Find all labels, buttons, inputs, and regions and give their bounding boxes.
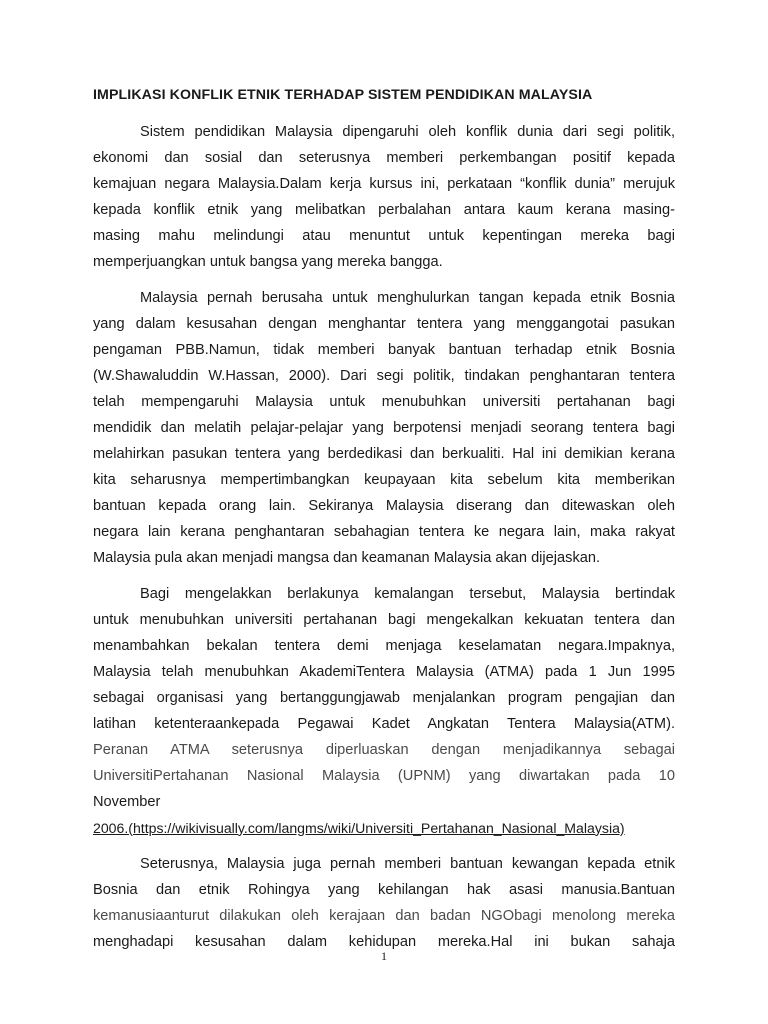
paragraph-spacer xyxy=(93,275,675,286)
paragraph-line: November xyxy=(93,793,161,810)
paragraph-3 xyxy=(93,582,675,841)
paragraph-line: yang dalam kesusahan dengan menghantar tentera yang menggangotai pasukan xyxy=(93,316,675,333)
paragraph-line: Peranan ATMA seterusnya diperluaskan dengan menjadikannya sebagai xyxy=(93,741,675,758)
paragraph-line: masing mahu melindungi atau menuntut untuk kepentingan mereka bagi xyxy=(93,227,675,244)
paragraph-line: kemajuan negara Malaysia.Dalam kerja kursus ini, perkataan “konflik dunia” merujuk xyxy=(93,175,675,192)
paragraph-line: ekonomi dan sosial dan seterusnya memberi perkembangan positif kepada xyxy=(93,149,675,166)
paragraph-line: sebagai organisasi yang bertanggungjawab menjalankan program pengajian dan xyxy=(93,690,675,707)
paragraph-line: melahirkan pasukan tentera yang berdedikasi dan berkualiti. Hal ini demikian kerana xyxy=(93,445,675,462)
paragraph-line: menambahkan bekalan tentera demi menjaga keselamatan negara.Impaknya, xyxy=(93,638,675,655)
paragraph-spacer xyxy=(93,841,675,852)
page-number: 1 xyxy=(381,949,387,963)
paragraph-line: Malaysia pula akan menjadi mangsa dan keamanan Malaysia akan dijejaskan. xyxy=(93,549,601,566)
paragraph-line: Bosnia dan etnik Rohingya yang kehilangan hak asasi manusia.Bantuan xyxy=(93,882,675,899)
paragraph-line: kemanusiaanturut dilakukan oleh kerajaan dan badan NGObagi menolong mereka xyxy=(93,908,675,925)
paragraph-line: (W.Shawaluddin W.Hassan, 2000). Dari segi politik, tindakan penghantaran tentera xyxy=(93,368,675,385)
paragraph-line: Sistem pendidikan Malaysia dipengaruhi oleh konflik dunia dari segi politik, xyxy=(140,124,675,140)
paragraph-line: UniversitiPertahanan Nasional Malaysia (UPNM) yang diwartakan pada 10 xyxy=(93,767,675,784)
document-page xyxy=(93,82,675,956)
paragraph-line: menghadapi kesusahan dalam kehidupan mereka.Hal ini bukan sahaja xyxy=(93,934,675,951)
paragraph-spacer xyxy=(93,571,675,582)
paragraph-line: Malaysia telah menubuhkan AkademiTentera Malaysia (ATMA) pada 1 Jun 1995 xyxy=(93,664,675,681)
paragraph-line: mendidik dan melatih pelajar-pelajar yang berpotensi menjadi seorang tentera bagi xyxy=(93,419,675,436)
paragraph-line: memperjuangkan untuk bangsa yang mereka bangga. xyxy=(93,253,443,270)
paragraph-line: negara lain kerana penghantaran sebahagian tentera ke negara lain, maka rakyat xyxy=(93,523,675,540)
paragraph-2 xyxy=(93,286,675,571)
paragraph-line: pengaman PBB.Namun, tidak memberi banyak bantuan terhadap etnik Bosnia xyxy=(93,342,675,359)
document-title: IMPLIKASI KONFLIK ETNIK TERHADAP SISTEM PENDIDIKAN MALAYSIA xyxy=(93,87,593,103)
paragraph-line: latihan ketenteraankepada Pegawai Kadet Angkatan Tentera Malaysia(ATM). xyxy=(93,715,675,732)
paragraph-line: kita seharusnya mempertimbangkan keupayaan kita sebelum kita memberikan xyxy=(93,471,675,488)
reference-link[interactable]: 2006.(https://wikivisually.com/langms/wiki/Universiti_Pertahanan_Nasional_Malaysia) xyxy=(93,819,625,836)
paragraph-line: untuk menubuhkan universiti pertahanan bagi mengekalkan kekuatan tentera dan xyxy=(93,612,675,629)
paragraph-line: Seterusnya, Malaysia juga pernah memberi bantuan kewangan kepada etnik xyxy=(140,856,675,873)
paragraph-4 xyxy=(93,852,675,956)
paragraph-line: Malaysia pernah berusaha untuk menghulurkan tangan kepada etnik Bosnia xyxy=(140,290,675,307)
paragraph-line: kepada konflik etnik yang melibatkan perbalahan antara kaum kerana masing- xyxy=(93,201,675,218)
paragraph-line: telah mempengaruhi Malaysia untuk menubuhkan universiti pertahanan bagi xyxy=(93,394,675,411)
paragraph-line: bantuan kepada orang lain. Sekiranya Malaysia diserang dan ditewaskan oleh xyxy=(93,497,675,514)
paragraph-line: Bagi mengelakkan berlakunya kemalangan tersebut, Malaysia bertindak xyxy=(140,586,675,603)
paragraph-1 xyxy=(93,120,675,275)
